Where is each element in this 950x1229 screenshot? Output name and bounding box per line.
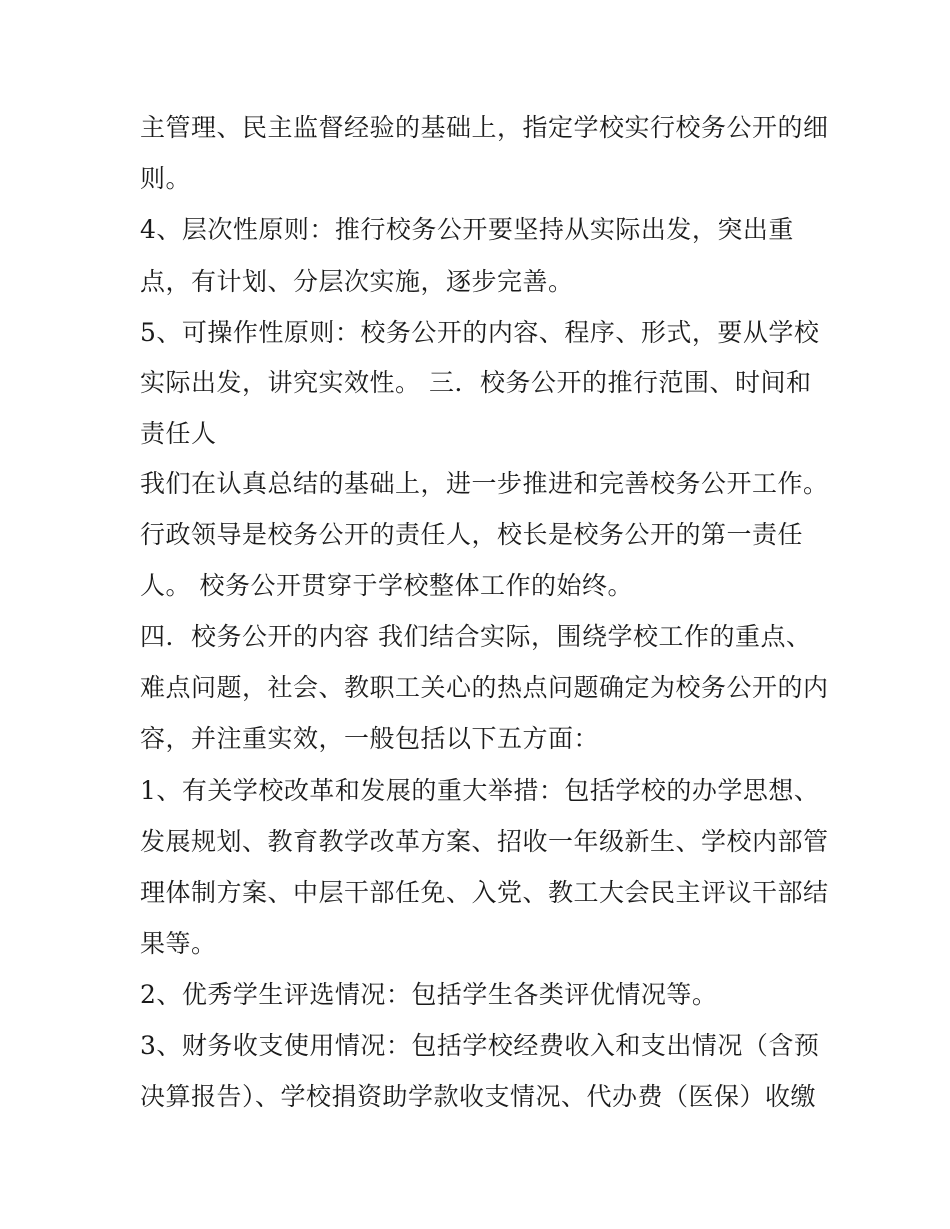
text-line: 四．校务公开的内容 我们结合实际，围绕学校工作的重点、 (140, 622, 812, 651)
text-line: 责任人 (140, 419, 217, 448)
text-line: 点，有计划、分层次实施，逐步完善。 (140, 267, 574, 296)
text-line: 发展规划、教育教学改革方案、招收一年级新生、学校内部管 (140, 827, 829, 856)
text-line: 2、优秀学生评选情况：包括学生各类评优情况等。 (140, 980, 718, 1009)
text-line: 5、可操作性原则：校务公开的内容、程序、形式，要从学校 (140, 318, 820, 347)
text-line: 决算报告）、学校捐资助学款收支情况、代办费（医保）收缴 (140, 1082, 817, 1111)
text-line: 4、层次性原则：推行校务公开要坚持从实际出发，突出重 (140, 215, 794, 244)
text-line: 人。 校务公开贯穿于学校整体工作的始终。 (140, 571, 633, 600)
text-line: 3、财务收支使用情况：包括学校经费收入和支出情况（含预 (140, 1031, 820, 1060)
text-line: 我们在认真总结的基础上，进一步推进和完善校务公开工作。 (140, 469, 829, 498)
text-line: 果等。 (140, 929, 217, 958)
text-line: 行政领导是校务公开的责任人，校长是校务公开的第一责任 (140, 520, 804, 549)
text-line: 1、有关学校改革和发展的重大举措：包括学校的办学思想、 (140, 776, 820, 805)
text-line: 则。 (140, 164, 192, 193)
text-line: 容，并注重实效，一般包括以下五方面： (140, 724, 600, 753)
text-line: 主管理、民主监督经验的基础上，指定学校实行校务公开的细 (140, 113, 829, 142)
text-line: 实际出发，讲究实效性。 三．校务公开的推行范围、时间和 (140, 368, 812, 397)
text-line: 理体制方案、中层干部任免、入党、教工大会民主评议干部结 (140, 878, 829, 907)
text-line: 难点问题，社会、教职工关心的热点问题确定为校务公开的内 (140, 673, 829, 702)
